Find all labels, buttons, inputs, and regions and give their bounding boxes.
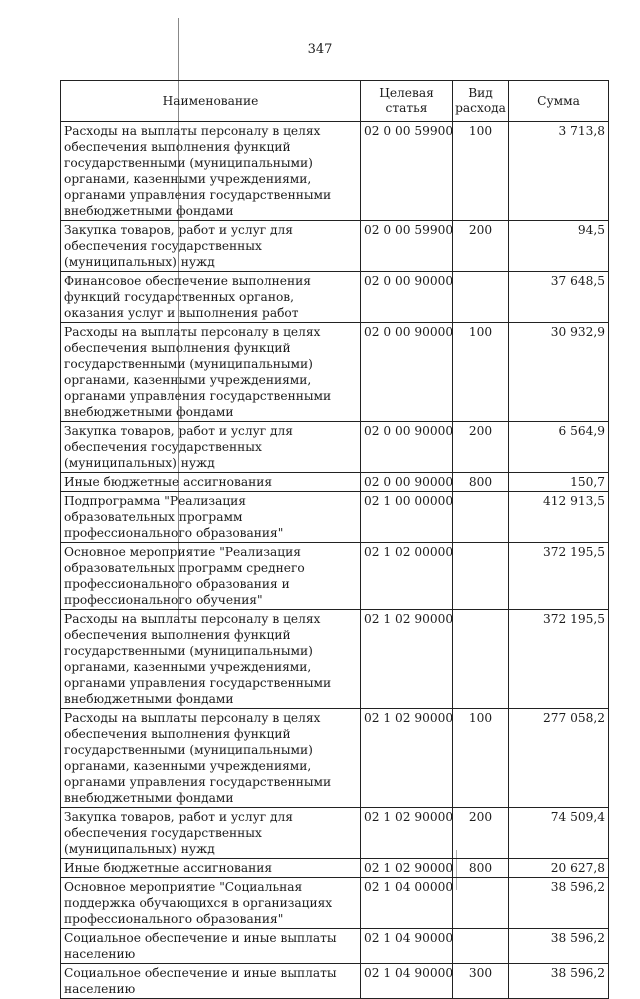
row-type: 200 — [453, 422, 509, 473]
row-code: 02 0 00 59900 — [361, 221, 453, 272]
row-code: 02 0 00 90000 — [361, 422, 453, 473]
table-row — [61, 808, 609, 859]
row-name: Расходы на выплаты персоналу в целях обеспечения выполнения функций государственными (муниципальными) органами, казенными учреждениями, органами управления государственными внебюджетными фондами — [61, 323, 361, 422]
row-type: 100 — [453, 709, 509, 808]
row-sum: 37 648,5 — [509, 272, 609, 323]
row-type — [453, 878, 509, 929]
row-sum: 3 713,8 — [509, 122, 609, 221]
row-name: Финансовое обеспечение выполнения функций государственных органов, оказания услуг и выполнения работ — [61, 272, 361, 323]
table-row — [61, 929, 609, 964]
row-name: Закупка товаров, работ и услуг для обеспечения государственных (муниципальных) нужд — [61, 808, 361, 859]
row-name: Расходы на выплаты персоналу в целях обеспечения выполнения функций государственными (муниципальными) органами, казенными учреждениями, органами управления государственными внебюджетными фондами — [61, 122, 361, 221]
row-code: 02 1 02 90000 — [361, 808, 453, 859]
row-type: 100 — [453, 122, 509, 221]
row-code: 02 1 02 90000 — [361, 610, 453, 709]
row-name: Иные бюджетные ассигнования — [61, 859, 361, 878]
row-type: 200 — [453, 808, 509, 859]
row-code: 02 0 00 59900 — [361, 122, 453, 221]
row-name: Основное мероприятие "Реализация образовательных программ среднего профессионального образования и профессионального обучения" — [61, 543, 361, 610]
row-sum: 20 627,8 — [509, 859, 609, 878]
row-sum: 412 913,5 — [509, 492, 609, 543]
row-code: 02 1 04 90000 — [361, 929, 453, 964]
budget-table — [60, 80, 609, 999]
header-sum: Сумма — [509, 81, 609, 122]
row-sum: 38 596,2 — [509, 964, 609, 999]
row-type — [453, 492, 509, 543]
row-sum: 74 509,4 — [509, 808, 609, 859]
row-type: 100 — [453, 323, 509, 422]
table-row — [61, 859, 609, 878]
table-row — [61, 122, 609, 221]
row-code: 02 1 02 90000 — [361, 859, 453, 878]
row-type — [453, 272, 509, 323]
table-row — [61, 221, 609, 272]
table-row — [61, 492, 609, 543]
row-name: Расходы на выплаты персоналу в целях обеспечения выполнения функций государственными (муниципальными) органами, казенными учреждениями, органами управления государственными внебюджетными фондами — [61, 709, 361, 808]
row-code: 02 1 04 90000 — [361, 964, 453, 999]
header-type: Вид расхода — [453, 81, 509, 122]
row-name: Подпрограмма "Реализация образовательных программ профессионального образования" — [61, 492, 361, 543]
row-sum: 6 564,9 — [509, 422, 609, 473]
table-row — [61, 610, 609, 709]
row-type: 300 — [453, 964, 509, 999]
row-sum: 150,7 — [509, 473, 609, 492]
row-name: Социальное обеспечение и иные выплаты населению — [61, 964, 361, 999]
table-row — [61, 964, 609, 999]
row-name: Расходы на выплаты персоналу в целях обеспечения выполнения функций государственными (муниципальными) органами, казенными учреждениями, органами управления государственными внебюджетными фондами — [61, 610, 361, 709]
table-row — [61, 543, 609, 610]
row-code: 02 1 02 90000 — [361, 709, 453, 808]
row-code: 02 1 02 00000 — [361, 543, 453, 610]
row-sum: 38 596,2 — [509, 929, 609, 964]
row-name: Иные бюджетные ассигнования — [61, 473, 361, 492]
row-code: 02 1 04 00000 — [361, 878, 453, 929]
table-row — [61, 709, 609, 808]
page-number: 347 — [307, 42, 333, 57]
row-type: 800 — [453, 473, 509, 492]
row-code: 02 1 00 00000 — [361, 492, 453, 543]
row-sum: 94,5 — [509, 221, 609, 272]
table-header-row — [61, 81, 609, 122]
row-code: 02 0 00 90000 — [361, 323, 453, 422]
table-row — [61, 422, 609, 473]
table-row — [61, 272, 609, 323]
row-type — [453, 929, 509, 964]
table-row — [61, 323, 609, 422]
row-type: 800 — [453, 859, 509, 878]
table-row — [61, 473, 609, 492]
row-name: Основное мероприятие "Социальная поддержка обучающихся в организациях профессионального образования" — [61, 878, 361, 929]
row-code: 02 0 00 90000 — [361, 272, 453, 323]
row-code: 02 0 00 90000 — [361, 473, 453, 492]
row-name: Социальное обеспечение и иные выплаты населению — [61, 929, 361, 964]
row-name: Закупка товаров, работ и услуг для обеспечения государственных (муниципальных) нужд — [61, 221, 361, 272]
row-type — [453, 543, 509, 610]
row-sum: 372 195,5 — [509, 543, 609, 610]
row-name: Закупка товаров, работ и услуг для обеспечения государственных (муниципальных) нужд — [61, 422, 361, 473]
header-code: Целевая статья — [361, 81, 453, 122]
table-row — [61, 878, 609, 929]
row-sum: 277 058,2 — [509, 709, 609, 808]
row-type — [453, 610, 509, 709]
row-sum: 372 195,5 — [509, 610, 609, 709]
row-sum: 30 932,9 — [509, 323, 609, 422]
header-name: Наименование — [61, 81, 361, 122]
row-sum: 38 596,2 — [509, 878, 609, 929]
row-type: 200 — [453, 221, 509, 272]
